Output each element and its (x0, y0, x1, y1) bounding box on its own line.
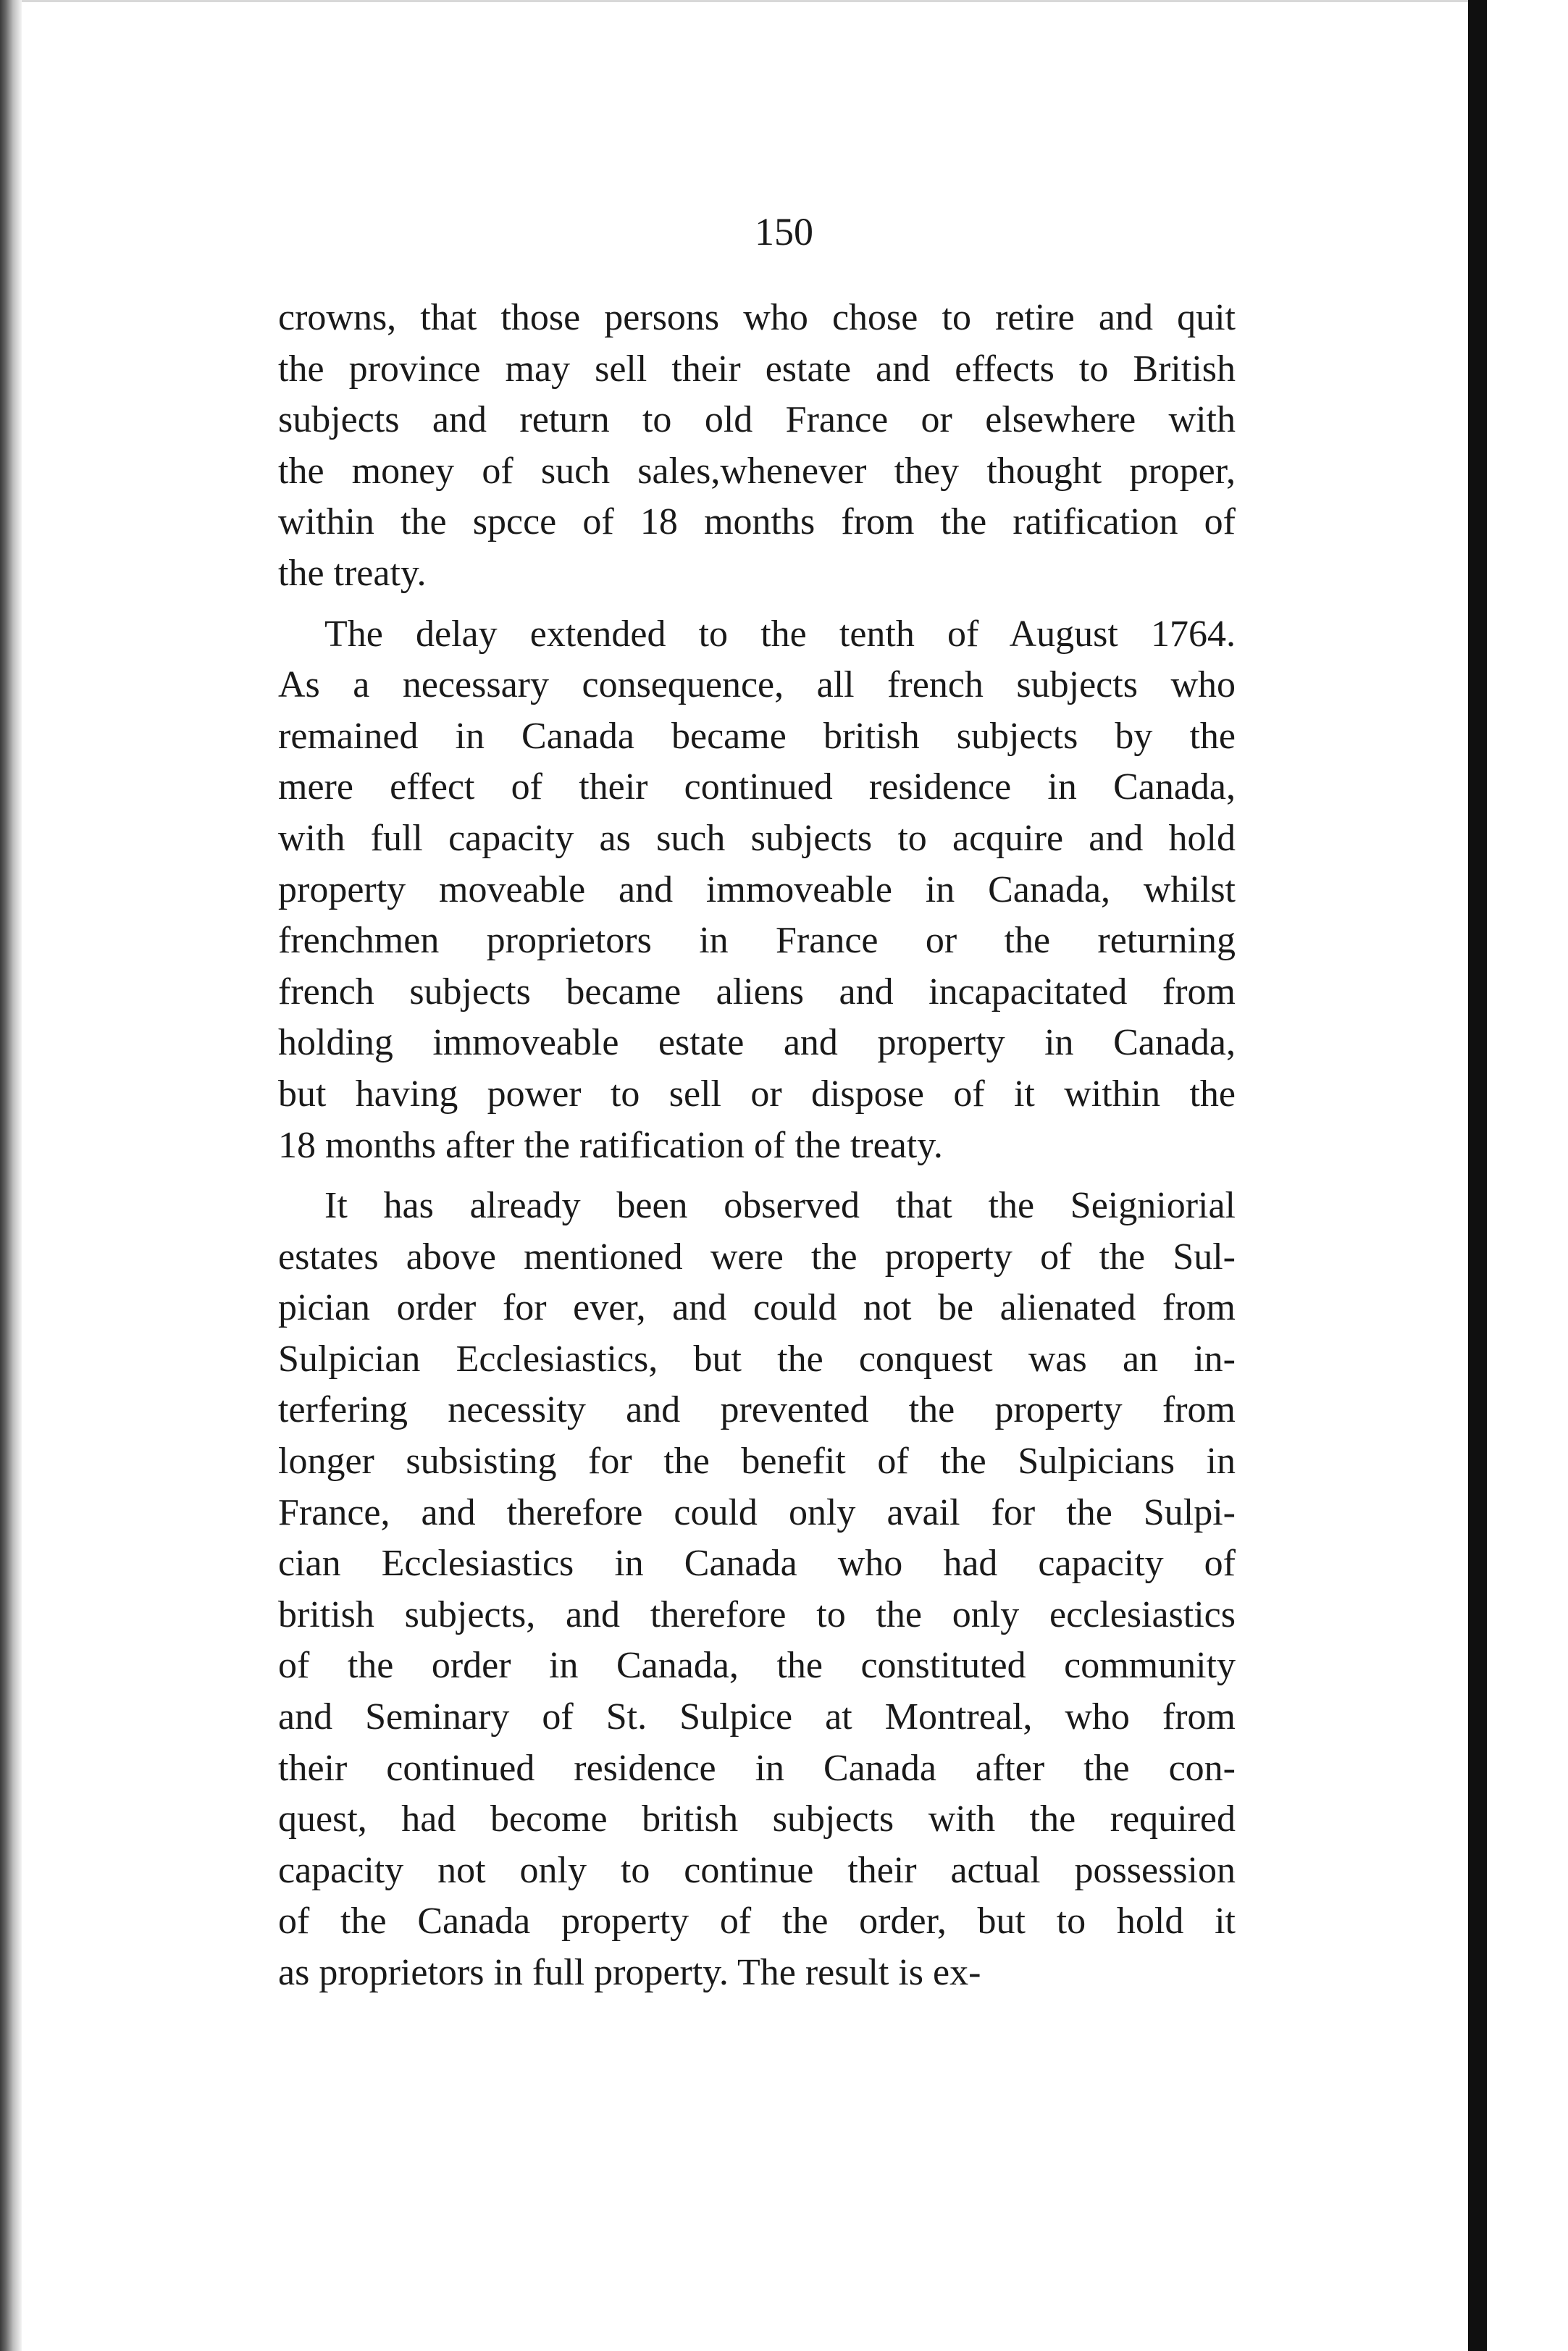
text-line: their continued residence in Canada after the con- (278, 1747, 1236, 1789)
page-top-edge (22, 0, 1468, 2)
text-line: pician order for ever, and could not be alienated from (278, 1287, 1236, 1329)
text-line: holding immoveable estate and property in Canada, (278, 1022, 1236, 1064)
text-line: capacity not only to continue their actual possession (278, 1849, 1236, 1891)
text-line: of the order in Canada, the constituted community (278, 1645, 1236, 1687)
page-number: 150 (755, 210, 813, 253)
text-line: the treaty. (278, 552, 427, 594)
text-line: As a necessary consequence, all french subjects who (278, 664, 1236, 706)
text-line: the province may sell their estate and effects to British (278, 348, 1236, 390)
text-line: remained in Canada became british subjects by the (278, 715, 1236, 757)
text-line: mere effect of their continued residence in Canada, (278, 766, 1236, 808)
text-line: with full capacity as such subjects to acquire and hold (278, 817, 1236, 859)
page-right-binding-edge (1468, 0, 1487, 2351)
text-line: France, and therefore could only avail for the Sulpi- (278, 1491, 1236, 1533)
text-line: property moveable and immoveable in Canada, whilst (278, 868, 1236, 910)
text-line: as proprietors in full property. The result is ex- (278, 1952, 981, 1993)
paragraph (278, 609, 1236, 1172)
page-left-edge (0, 0, 22, 2351)
paragraph (278, 1181, 1236, 1999)
text-line: The delay extended to the tenth of August 1764. (324, 613, 1236, 655)
text-line: estates above mentioned were the property of the Sul- (278, 1236, 1236, 1278)
text-line: 18 months after the ratification of the treaty. (278, 1124, 943, 1166)
text-line: Sulpician Ecclesiastics, but the conquest was an in- (278, 1338, 1236, 1380)
text-line: within the spcce of 18 months from the ratification of (278, 501, 1236, 543)
text-line: crowns, that those persons who chose to retire and quit (278, 297, 1236, 338)
body-text (278, 293, 1236, 1999)
text-line: longer subsisting for the benefit of the Sulpicians in (278, 1441, 1236, 1483)
text-line: quest, had become british subjects with the required (278, 1798, 1236, 1840)
text-line: terfering necessity and prevented the property from (278, 1389, 1236, 1431)
text-line: french subjects became aliens and incapacitated from (278, 971, 1236, 1013)
text-line: and Seminary of St. Sulpice at Montreal, who from (278, 1696, 1236, 1738)
text-line: frenchmen proprietors in France or the returning (278, 920, 1236, 962)
text-line: subjects and return to old France or elsewhere with (278, 399, 1236, 441)
text-line: cian Ecclesiastics in Canada who had capacity of (278, 1543, 1236, 1585)
text-line: the money of such sales,whenever they thought proper, (278, 450, 1236, 492)
text-line: british subjects, and therefore to the only ecclesiastics (278, 1593, 1236, 1635)
text-line: It has already been observed that the Seigniorial (324, 1185, 1236, 1227)
text-line: but having power to sell or dispose of it within the (278, 1073, 1236, 1115)
paragraph (278, 293, 1236, 600)
page-right-margin (1487, 0, 1568, 2351)
text-line: of the Canada property of the order, but to hold it (278, 1901, 1236, 1943)
